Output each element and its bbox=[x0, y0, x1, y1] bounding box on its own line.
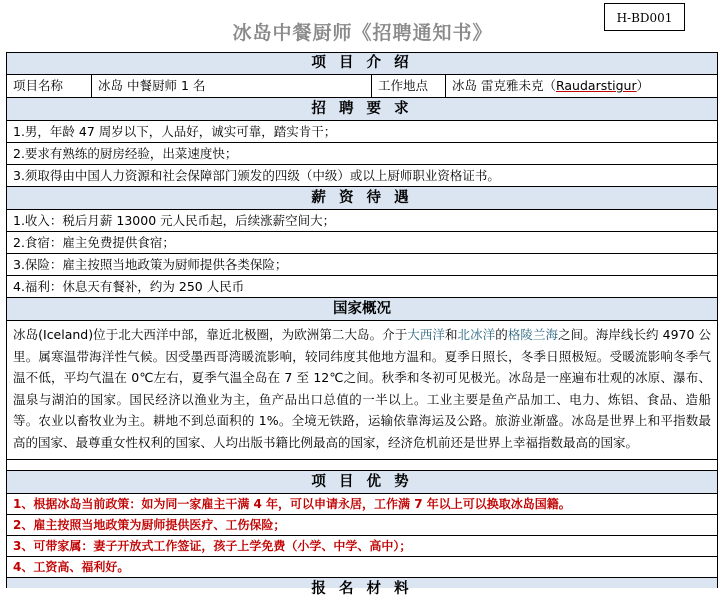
salary-item: 2.食宿：雇主免费提供食宿； bbox=[7, 232, 717, 254]
location-value-suffix: ） bbox=[636, 78, 650, 93]
requirement-item: 3.须取得由中国人力资源和社会保障部门颁发的四级（中级）或以上厨师职业资格证书。 bbox=[7, 165, 717, 187]
advantage-item: 2、雇主按照当地政策为厨师提供医疗、工伤保险； bbox=[7, 515, 717, 536]
requirement-item: 1.男，年龄 47 周岁以下，人品好，诚实可靠，踏实肯干； bbox=[7, 121, 717, 143]
advantage-item: 3、可带家属：妻子开放式工作签证，孩子上学免费（小学、中学、高中）； bbox=[7, 536, 717, 557]
section-header-intro: 项 目 介 绍 bbox=[7, 53, 717, 75]
document-title: 冰岛中餐厨师《招聘通知书》 bbox=[232, 22, 493, 44]
project-name-value: 冰岛 中餐厨师 1 名 bbox=[92, 75, 372, 97]
project-info-row bbox=[7, 75, 717, 98]
salary-item: 1.收入：税后月薪 13000 元人民币起，后续涨薪空间大； bbox=[7, 210, 717, 232]
section-header-advantages: 项 目 优 势 bbox=[7, 470, 717, 494]
requirement-item: 2.要求有熟练的厨房经验，出菜速度快； bbox=[7, 143, 717, 165]
highlight-arctic: 北冰洋 bbox=[457, 327, 496, 342]
document-code: H-BD001 bbox=[604, 3, 685, 31]
advantage-item: 4、工资高、福利好。 bbox=[7, 557, 717, 578]
section-header-country: 国家概况 bbox=[7, 298, 717, 321]
section-header-salary: 薪 资 待 遇 bbox=[7, 187, 717, 210]
location-label: 工作地点 bbox=[372, 75, 446, 97]
country-overview-text bbox=[7, 321, 717, 460]
project-name-label: 项目名称 bbox=[7, 75, 92, 97]
country-text-part: 冰岛(Iceland)位于北大西洋中部，靠近北极圈，为欧洲第二大岛。介于 bbox=[13, 327, 408, 342]
highlight-greenland-sea: 格陵兰海 bbox=[507, 327, 559, 342]
section-header-bottom-partial: 报 名 材 料 bbox=[7, 578, 717, 588]
location-value bbox=[446, 75, 717, 97]
country-text-part: 之间。海岸线长约 4970 公里。属寒温带海洋性气候。因受墨西哥湾暖流影响，较同纬度其他地方温和。夏季日照长，冬季日照极短。受暖流影响冬季气温不低，平均气温在 0℃左右，夏季气温全岛在 7 至 12℃之间。秋季和冬初可见极光。冰岛是一座遍布壮观的冰原、瀑布、温泉与湖泊的国家。国民经济以渔业为主，鱼产品出口总值的一半以上。工业主要是鱼产品加工、电力、炼铝、食品、造船等。农业以畜牧业为主。耕地不到总面积的 1%。全境无铁路，运输依靠海运及公路。旅游业渐盛。冰岛是世界上和平指数最高的国家、最尊重女性权利的国家、人均出版书籍比例最高的国家，经济危机前还是世界上幸福指数最高的国家。 bbox=[13, 327, 711, 450]
salary-item: 4.福利：休息天有餐补，约为 250 人民币 bbox=[7, 276, 717, 298]
salary-item: 3.保险：雇主按照当地政策为厨师提供各类保险； bbox=[7, 254, 717, 276]
country-text-part: 和 bbox=[444, 327, 458, 342]
section-header-requirements: 招 聘 要 求 bbox=[7, 98, 717, 121]
highlight-atlantic: 大西洋 bbox=[407, 327, 445, 342]
location-value-prefix: 冰岛 雷克雅未克（ bbox=[452, 78, 556, 93]
advantage-item: 1、根据冰岛当前政策：如为同一家雇主干满 4 年，可以申请永居，工作满 7 年以上可以换取冰岛国籍。 bbox=[7, 494, 717, 515]
location-value-latin: Raudarstigur bbox=[555, 78, 637, 93]
recruitment-form bbox=[6, 52, 718, 597]
country-text-part: 的 bbox=[495, 327, 508, 342]
